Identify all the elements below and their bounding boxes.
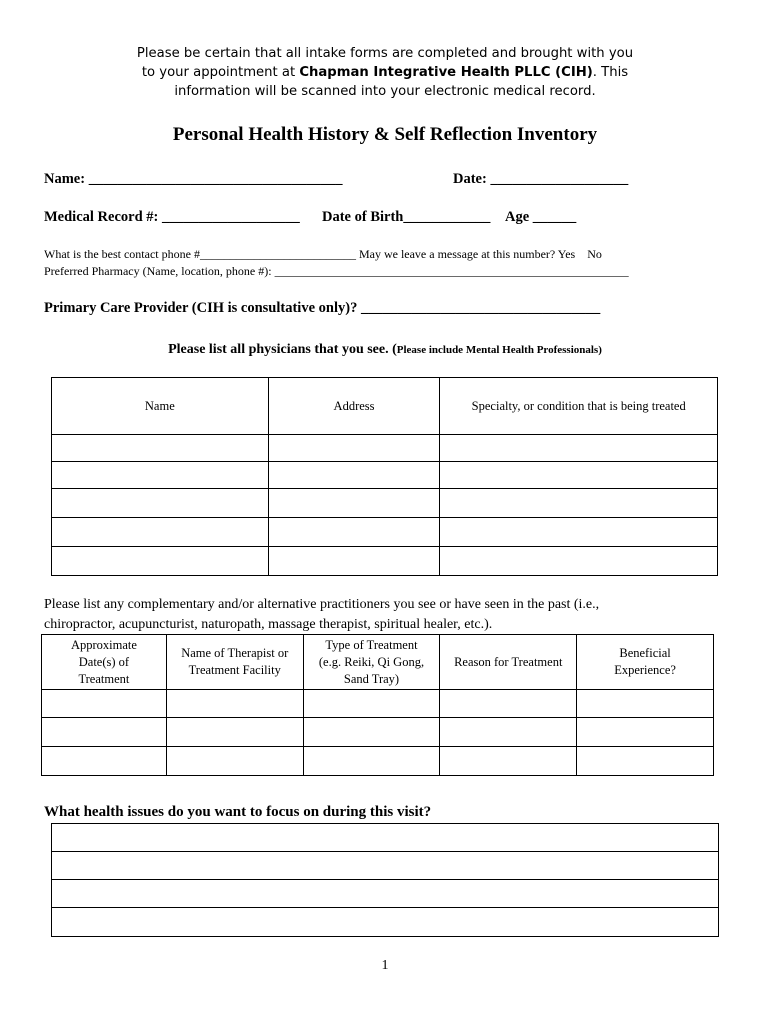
table-cell[interactable] (42, 690, 167, 718)
date-field[interactable]: Date: ___________________ (453, 171, 629, 187)
intro-notice (60, 44, 710, 101)
table-cell[interactable] (268, 462, 440, 489)
intro-line-1: Please be certain that all intake forms are completed and brought with you (136, 46, 634, 61)
header-text: Type of Treatment (325, 637, 418, 652)
table-cell[interactable] (166, 690, 303, 718)
column-header-treatment-type (303, 635, 440, 690)
table-cell[interactable] (52, 547, 269, 576)
header-text: Name of Therapist or (181, 646, 289, 660)
intro-line-2-prefix: to your appointment at (141, 65, 300, 80)
alternative-intro-line-2: chiropractor, acupuncturist, naturopath, massage therapist, spiritual healer, etc.). (44, 617, 493, 632)
column-header-address: Address (268, 378, 440, 435)
physicians-table (51, 377, 718, 576)
table-cell[interactable] (52, 462, 269, 489)
table-cell[interactable] (268, 518, 440, 547)
age-field[interactable]: Age ______ (505, 209, 577, 225)
table-cell[interactable] (52, 435, 269, 462)
header-text: (e.g. Reiki, Qi Gong, (318, 654, 425, 669)
table-cell[interactable] (440, 462, 718, 489)
page-title: Personal Health History & Self Reflection Inventory (172, 124, 598, 145)
table-cell[interactable] (303, 718, 440, 747)
table-row (52, 435, 718, 462)
preferred-pharmacy-field[interactable]: Preferred Pharmacy (Name, location, phone #): ___________________________________________________________ (44, 264, 629, 278)
table-cell[interactable] (440, 489, 718, 518)
focus-answer-line[interactable] (52, 852, 719, 880)
table-cell[interactable] (268, 489, 440, 518)
clinic-name: Chapman Integrative Health PLLC (CIH) (299, 65, 593, 80)
alternative-intro-line-1: Please list any complementary and/or alternative practitioners you see or have seen in the past (i.e., (44, 597, 600, 612)
table-cell[interactable] (303, 690, 440, 718)
name-field[interactable]: Name: ___________________________________ (44, 171, 343, 187)
column-header-beneficial (577, 635, 714, 690)
focus-answer-line[interactable] (52, 880, 719, 908)
table-cell[interactable] (440, 690, 577, 718)
header-text: Approximate (70, 637, 137, 652)
alternative-practitioners-table (41, 634, 714, 776)
column-header-dates (42, 635, 167, 690)
table-row (52, 880, 719, 908)
table-cell[interactable] (166, 747, 303, 776)
table-cell[interactable] (577, 718, 714, 747)
table-cell[interactable] (268, 435, 440, 462)
focus-table (51, 823, 719, 937)
physicians-header-row (52, 378, 718, 435)
header-text: Experience? (614, 663, 676, 677)
table-row (52, 852, 719, 880)
table-cell[interactable] (440, 547, 718, 576)
table-cell[interactable] (440, 518, 718, 547)
table-cell[interactable] (52, 489, 269, 518)
intro-line-2 (60, 63, 710, 82)
focus-heading: What health issues do you want to focus on during this visit? (44, 804, 432, 820)
header-text: Treatment Facility (188, 663, 281, 677)
column-header-therapist (166, 635, 303, 690)
primary-care-provider-field[interactable]: Primary Care Provider (CIH is consultative only)? _________________________________ (44, 300, 601, 316)
table-cell[interactable] (42, 747, 167, 776)
contact-phone-field[interactable]: What is the best contact phone #__________________________ May we leave a message at this number? Yes No (44, 247, 602, 261)
table-cell[interactable] (268, 547, 440, 576)
header-text: Sand Tray) (343, 671, 400, 686)
column-header-specialty: Specialty, or condition that is being treated (440, 378, 718, 435)
header-text: Date(s) of (78, 654, 130, 669)
table-row (42, 718, 714, 747)
page-number: 1 (381, 958, 389, 973)
table-cell[interactable] (577, 690, 714, 718)
table-cell[interactable] (303, 747, 440, 776)
intro-line-2-suffix: . This (592, 65, 629, 80)
table-cell[interactable] (440, 747, 577, 776)
table-cell[interactable] (52, 518, 269, 547)
intro-line-3: information will be scanned into your electronic medical record. (174, 84, 596, 99)
date-of-birth-field[interactable]: Date of Birth____________ (322, 209, 491, 225)
alternative-header-row (42, 635, 714, 690)
physicians-heading-main: Please list all physicians that you see. ( (168, 342, 397, 357)
table-cell[interactable] (440, 435, 718, 462)
table-row (42, 747, 714, 776)
table-row (52, 462, 718, 489)
table-row (52, 824, 719, 852)
focus-answer-line[interactable] (52, 824, 719, 852)
medical-record-field[interactable]: Medical Record #: ___________________ (44, 209, 300, 225)
header-text: Reason for Treatment (454, 654, 563, 669)
table-row (52, 547, 718, 576)
header-text: Treatment (78, 671, 130, 686)
table-row (52, 908, 719, 937)
table-row (52, 489, 718, 518)
table-cell[interactable] (577, 747, 714, 776)
column-header-reason (440, 635, 577, 690)
physicians-heading (0, 340, 770, 358)
table-cell[interactable] (166, 718, 303, 747)
header-text: Beneficial (619, 646, 671, 660)
focus-answer-line[interactable] (52, 908, 719, 937)
table-cell[interactable] (42, 718, 167, 747)
physicians-heading-note: Please include Mental Health Professionals) (396, 344, 602, 356)
table-cell[interactable] (440, 718, 577, 747)
table-row (52, 518, 718, 547)
table-row (42, 690, 714, 718)
column-header-name: Name (52, 378, 269, 435)
